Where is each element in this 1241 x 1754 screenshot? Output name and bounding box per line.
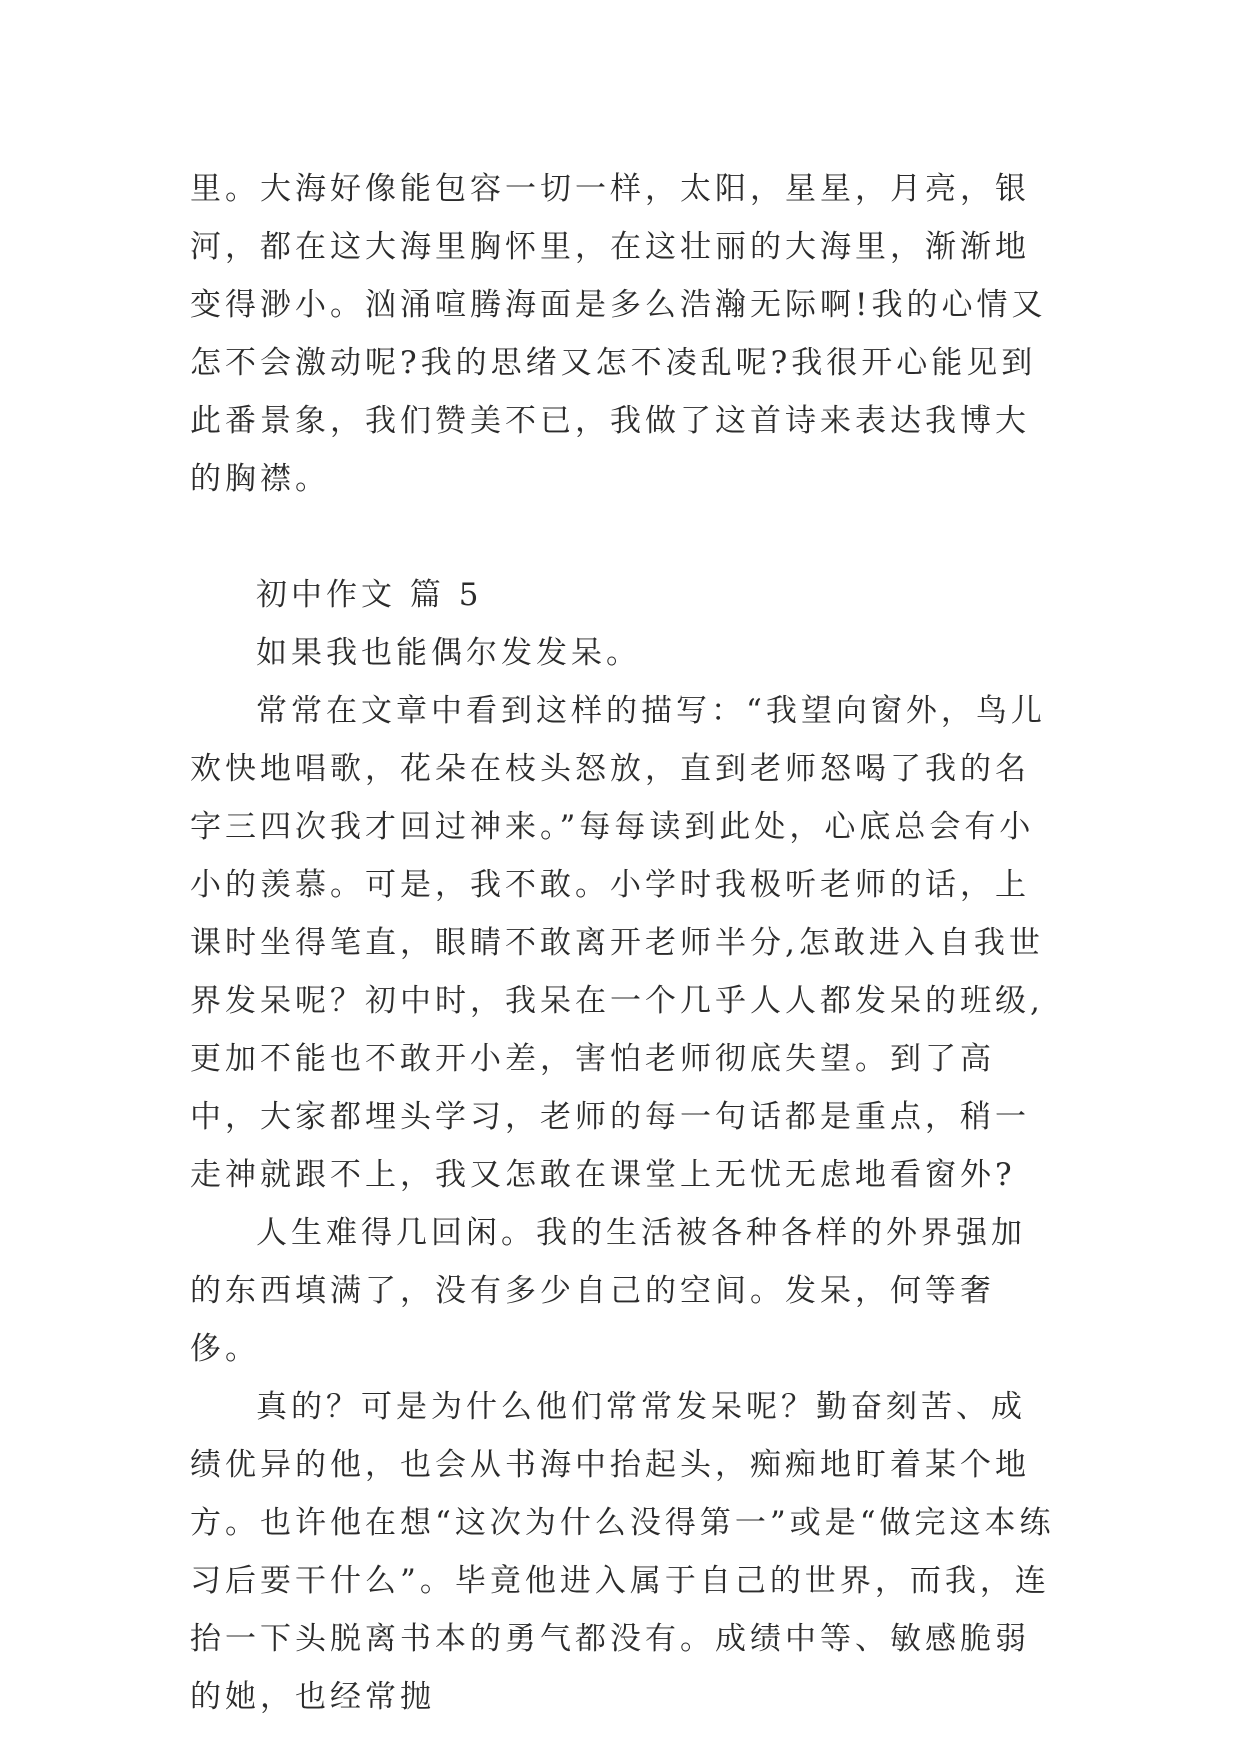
section-spacer — [190, 508, 1060, 566]
continued-paragraph: 里。大海好像能包容一切一样，太阳，星星，月亮，银河，都在这大海里胸怀里，在这壮丽的大海里，渐渐地变得渺小。汹涌喧腾海面是多么浩瀚无际啊!我的心情又怎不会激动呢?我的思绪又怎不凌乱呢?我很开心能见到此番景象，我们赞美不已，我做了这首诗来表达我博大的胸襟。 — [190, 171, 1047, 497]
paragraph-2: 常常在文章中看到这样的描写：“我望向窗外，鸟儿欢快地唱歌，花朵在枝头怒放，直到老师怒喝了我的名字三四次我才回过神来。”每每读到此处，心底总会有小小的羡慕。可是，我不敢。小学时我极听老师的话，上课时坐得笔直，眼睛不敢离开老师半分,怎敢进入自我世界发呆呢？初中时，我呆在一个几乎人人都发呆的班级,更加不能也不敢开小差，害怕老师彻底失望。到了高中，大家都埋头学习，老师的每一句话都是重点，稍一走神就跟不上，我又怎敢在课堂上无忧无虑地看窗外? — [190, 693, 1046, 1193]
section-heading: 初中作文 篇 5 — [256, 577, 483, 613]
paragraph-1: 如果我也能偶尔发发呆。 — [256, 635, 641, 671]
paragraph-3: 人生难得几回闲。我的生活被各种各样的外界强加的东西填满了，没有多少自己的空间。发呆，何等奢侈。 — [190, 1215, 1026, 1367]
document-body — [190, 160, 1060, 1726]
paragraph-4: 真的？可是为什么他们常常发呆呢？勤奋刻苦、成绩优异的他，也会从书海中抬起头，痴痴地盯着某个地方。也许他在想“这次为什么没得第一”或是“做完这本练习后要干什么”。毕竟他进入属于自己的世界，而我，连抬一下头脱离书本的勇气都没有。成绩中等、敏感脆弱的她，也经常抛 — [190, 1389, 1055, 1715]
